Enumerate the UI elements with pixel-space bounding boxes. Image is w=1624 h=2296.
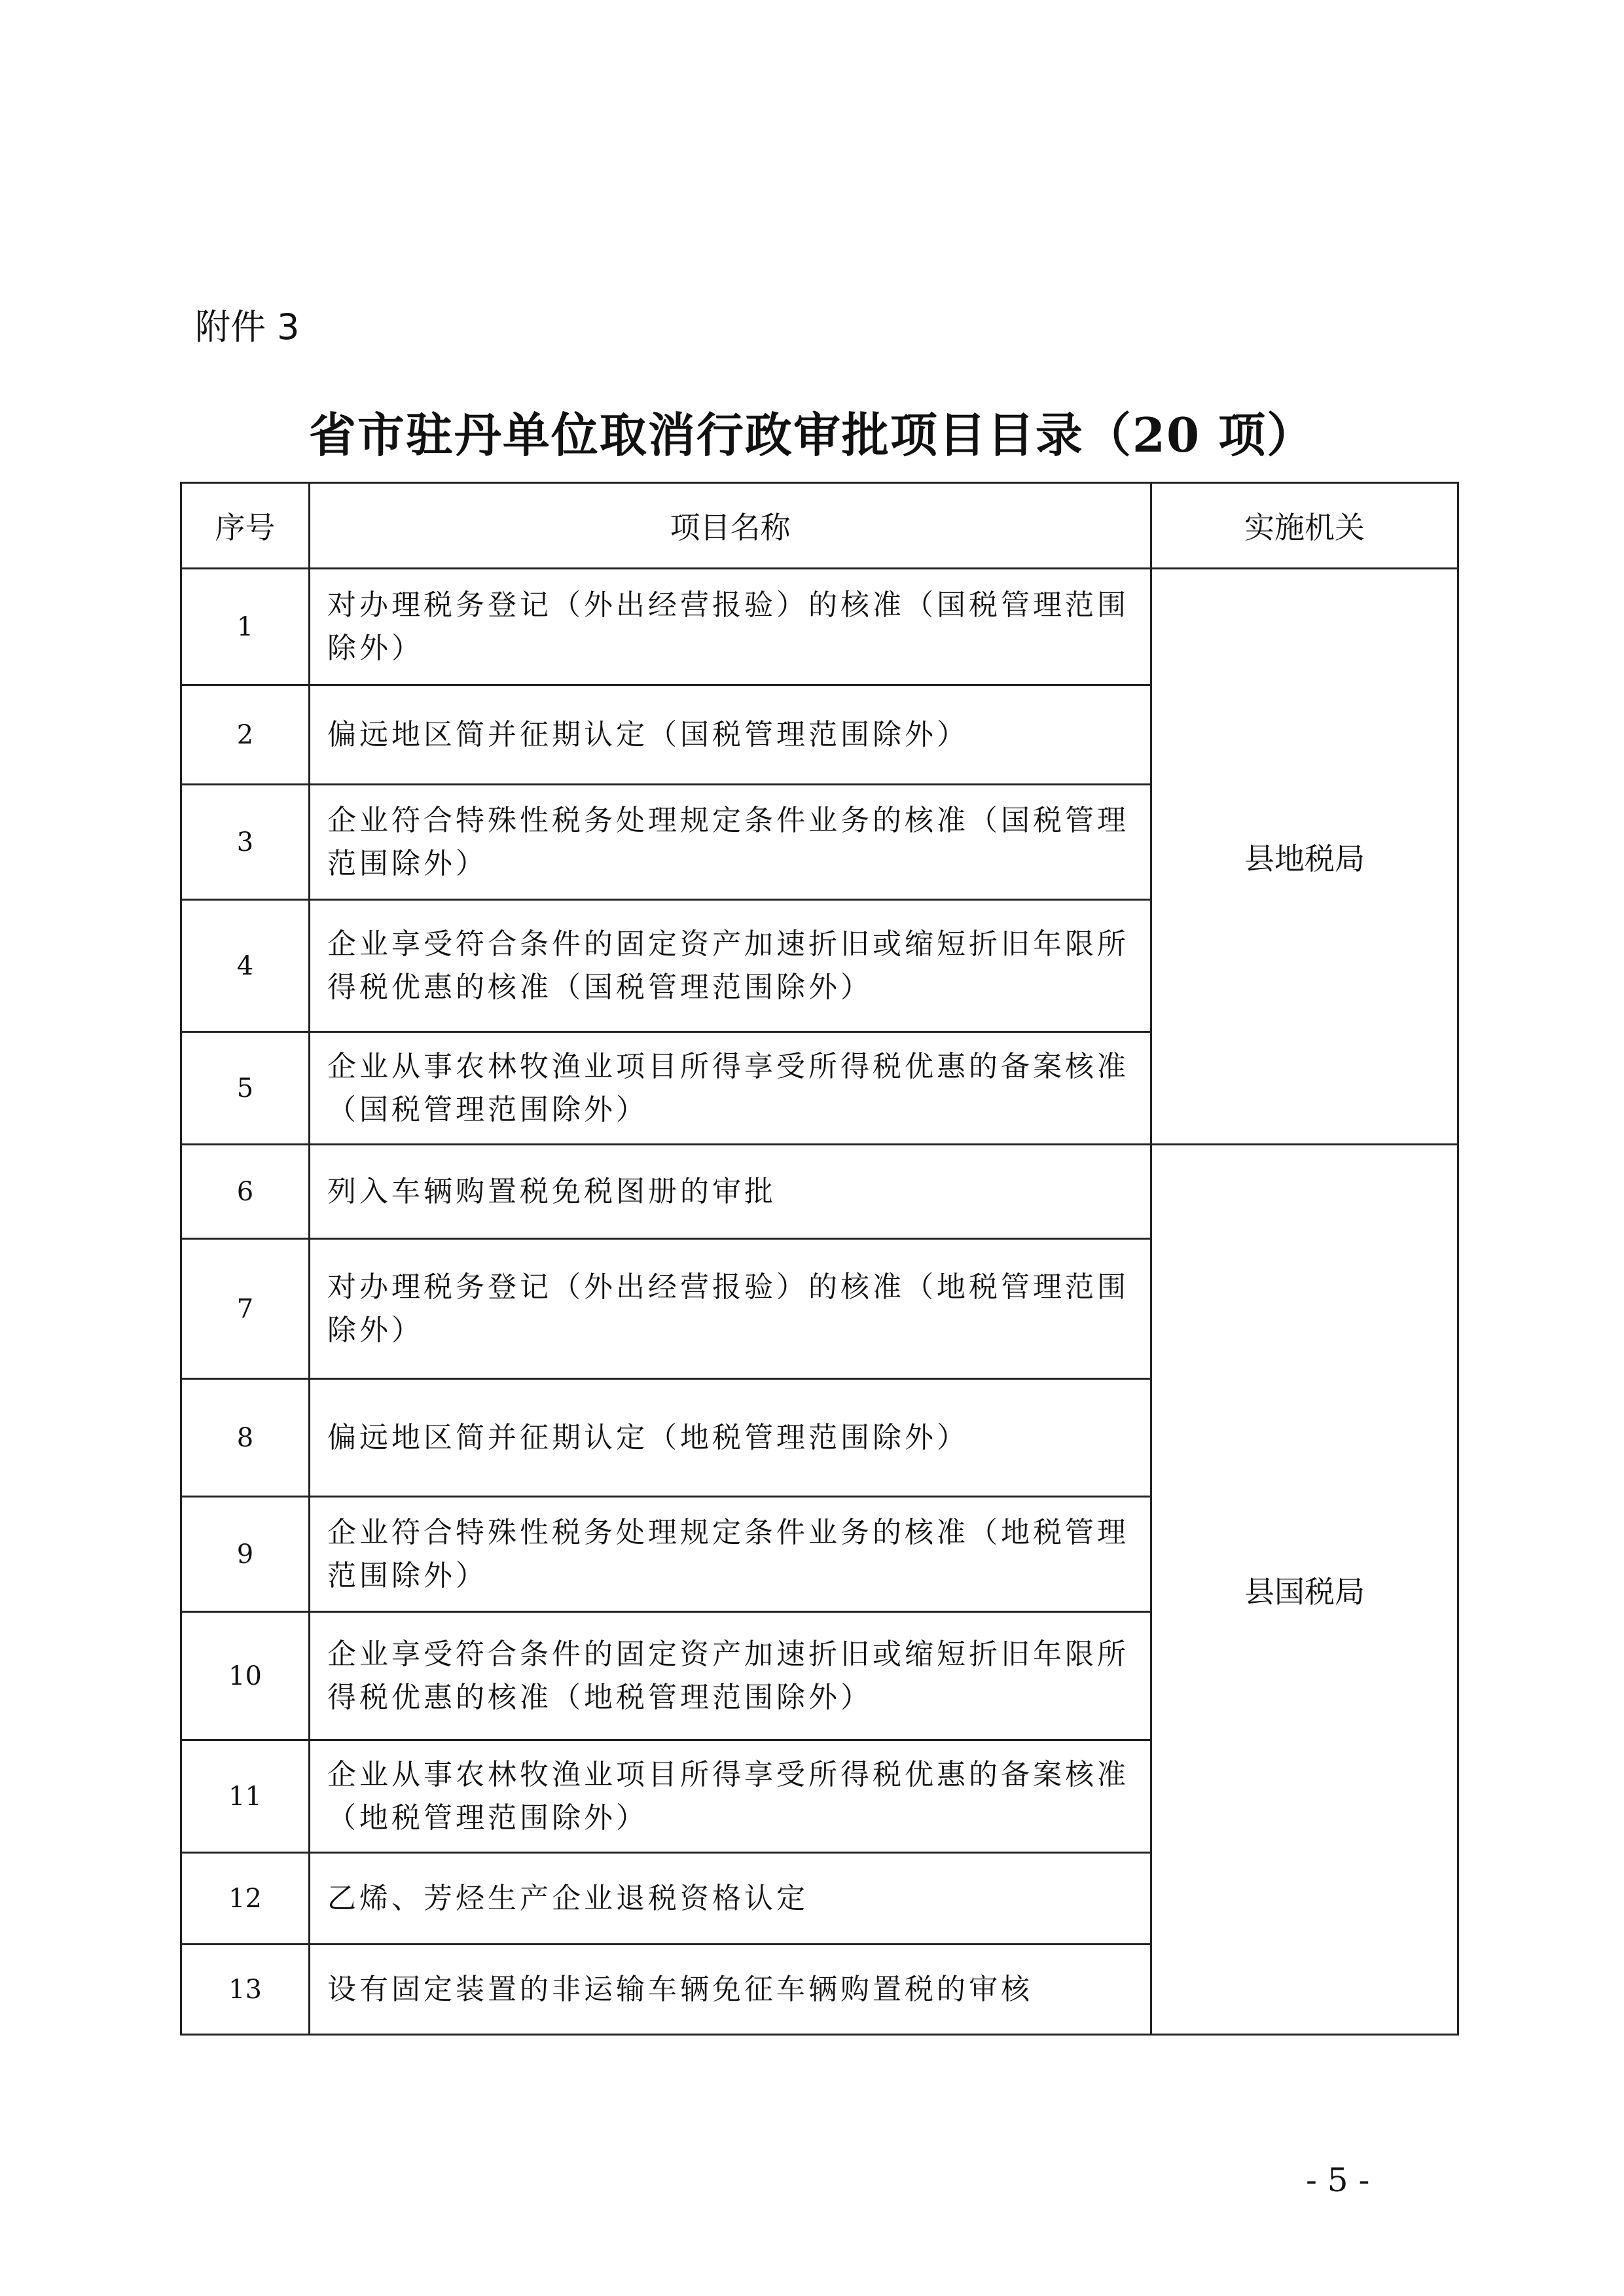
row-number: 1 bbox=[181, 569, 310, 685]
row-number: 11 bbox=[181, 1740, 310, 1853]
item-name: 对办理税务登记（外出经营报验）的核准（国税管理范围除外） bbox=[310, 569, 1151, 685]
item-name: 对办理税务登记（外出经营报验）的核准（地税管理范围除外） bbox=[310, 1239, 1151, 1379]
document-title: 省市驻丹单位取消行政审批项目目录（20 项） bbox=[308, 407, 1316, 463]
page-number: - 5 - bbox=[1306, 2161, 1370, 2199]
column-header-agency: 实施机关 bbox=[1151, 483, 1458, 569]
item-name: 乙烯、芳烃生产企业退税资格认定 bbox=[310, 1853, 1151, 1945]
item-name: 企业从事农林牧渔业项目所得享受所得税优惠的备案核准（国税管理范围除外） bbox=[310, 1032, 1151, 1145]
row-number: 2 bbox=[181, 685, 310, 785]
table-header-row bbox=[181, 483, 1458, 569]
column-header-number: 序号 bbox=[181, 483, 310, 569]
agency-cell: 县国税局 bbox=[1151, 1145, 1458, 2035]
item-name: 企业从事农林牧渔业项目所得享受所得税优惠的备案核准（地税管理范围除外） bbox=[310, 1740, 1151, 1853]
row-number: 3 bbox=[181, 785, 310, 900]
item-name: 企业符合特殊性税务处理规定条件业务的核准（国税管理范围除外） bbox=[310, 785, 1151, 900]
item-name: 企业符合特殊性税务处理规定条件业务的核准（地税管理范围除外） bbox=[310, 1497, 1151, 1612]
row-number: 7 bbox=[181, 1239, 310, 1379]
item-name: 设有固定装置的非运输车辆免征车辆购置税的审核 bbox=[310, 1945, 1151, 2035]
attachment-label: 附件 3 bbox=[195, 306, 300, 348]
item-name: 偏远地区简并征期认定（国税管理范围除外） bbox=[310, 685, 1151, 785]
approval-items-table bbox=[180, 482, 1459, 2036]
row-number: 12 bbox=[181, 1853, 310, 1945]
row-number: 5 bbox=[181, 1032, 310, 1145]
table-row bbox=[181, 569, 1458, 685]
row-number: 9 bbox=[181, 1497, 310, 1612]
column-header-item-name: 项目名称 bbox=[310, 483, 1151, 569]
item-name: 列入车辆购置税免税图册的审批 bbox=[310, 1145, 1151, 1239]
row-number: 4 bbox=[181, 900, 310, 1032]
agency-cell: 县地税局 bbox=[1151, 569, 1458, 1145]
row-number: 10 bbox=[181, 1612, 310, 1740]
row-number: 6 bbox=[181, 1145, 310, 1239]
item-name: 偏远地区简并征期认定（地税管理范围除外） bbox=[310, 1379, 1151, 1497]
item-name: 企业享受符合条件的固定资产加速折旧或缩短折旧年限所得税优惠的核准（地税管理范围除外） bbox=[310, 1612, 1151, 1740]
item-name: 企业享受符合条件的固定资产加速折旧或缩短折旧年限所得税优惠的核准（国税管理范围除外） bbox=[310, 900, 1151, 1032]
table-row bbox=[181, 1145, 1458, 1239]
row-number: 13 bbox=[181, 1945, 310, 2035]
row-number: 8 bbox=[181, 1379, 310, 1497]
